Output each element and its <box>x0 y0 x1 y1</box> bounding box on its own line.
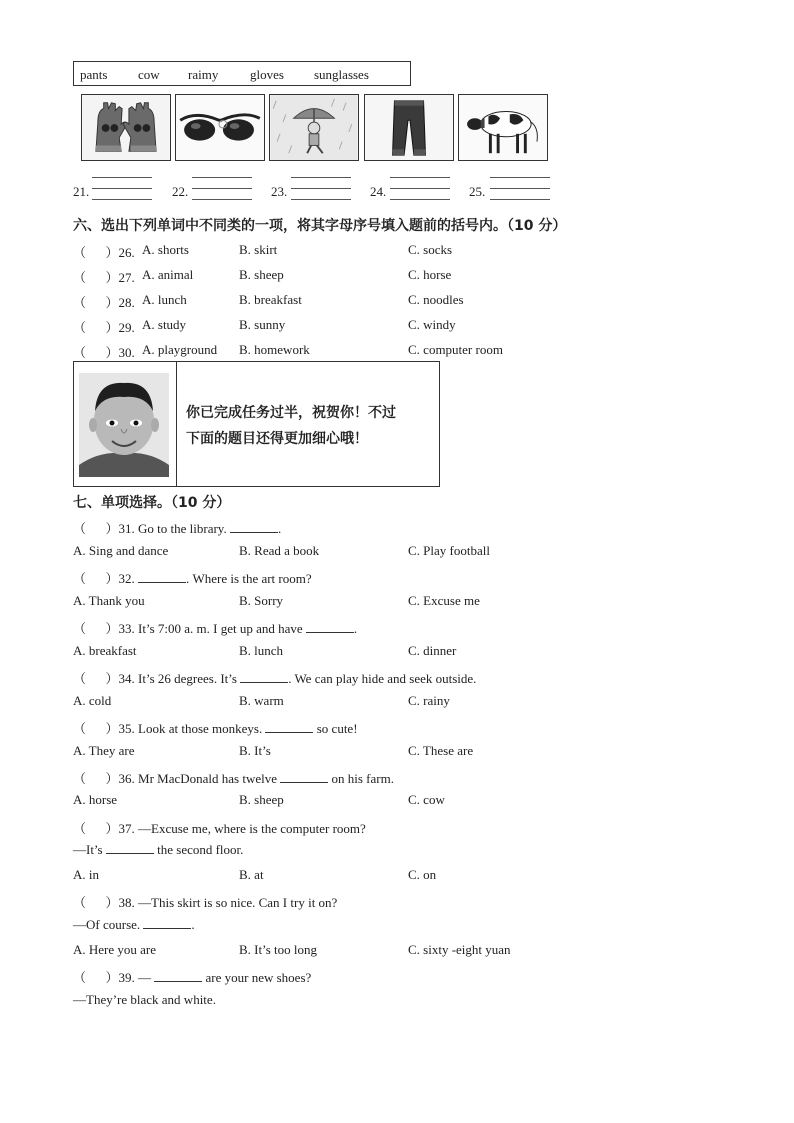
question-stem: （ ）32. . Where is the art room? <box>73 571 312 586</box>
question-row: （ ）28. A. lunch B. breakfast C. noodles <box>73 292 464 310</box>
options-row: A. They are B. It’s C. These are <box>73 743 474 758</box>
gloves-icon <box>81 94 171 161</box>
question-row: （ ）29. A. study B. sunny C. windy <box>73 317 456 335</box>
options-row: A. Here you are B. It’s too long C. sixty -eight yuan <box>73 942 511 957</box>
answer-number: 21. <box>73 184 90 199</box>
question-stem: （ ）36. Mr MacDonald has twelve on his farm. <box>73 771 394 786</box>
section-6-heading: 六、选出下列单词中不同类的一项，将其字母序号填入题前的括号内。（10 分） <box>73 218 567 234</box>
answer-number: 22. <box>172 184 189 199</box>
question-stem: （ ）34. It’s 26 degrees. It’s . We can play hide and seek outside. <box>73 671 477 686</box>
question-stem: （ ）38. —This skirt is so nice. Can I try it on? <box>73 895 338 910</box>
reply-line: —Of course. . <box>73 917 195 932</box>
word-bank-item: raimy <box>188 67 219 82</box>
question-row: （ ）26. A. shorts B. skirt C. socks <box>73 242 453 260</box>
answer-blank <box>265 721 313 733</box>
word-bank-box <box>73 61 411 86</box>
answer-blank <box>230 521 278 533</box>
reply-line: —They’re black and white. <box>73 992 216 1007</box>
rainy-child-umbrella-icon <box>269 94 359 161</box>
pants-icon <box>364 94 454 161</box>
options-row: A. in B. at C. on <box>73 867 437 882</box>
answer-blank <box>138 571 186 583</box>
cow-icon <box>458 94 548 161</box>
options-row: A. breakfast B. lunch C. dinner <box>73 643 457 658</box>
encouragement-text: 你已完成任务过半，祝贺你！不过 下面的题目还得更加细心哦！ <box>186 405 396 447</box>
options-row: A. Thank you B. Sorry C. Excuse me <box>73 593 480 608</box>
options-row: A. horse B. sheep C. cow <box>73 792 445 807</box>
question-row: （ ）27. A. animal B. sheep C. horse <box>73 267 452 285</box>
word-bank-item: pants <box>80 67 108 82</box>
encouragement-divider <box>176 361 177 487</box>
answer-number: 24. <box>370 184 387 199</box>
answer-blank <box>306 621 354 633</box>
sunglasses-icon <box>175 94 265 161</box>
answer-number: 23. <box>271 184 288 199</box>
question-stem: （ ）33. It’s 7:00 a. m. I get up and have . <box>73 621 358 636</box>
answer-blank <box>240 671 288 683</box>
word-bank-item: gloves <box>250 67 284 82</box>
answer-blank <box>154 970 202 982</box>
question-stem: （ ）39. — are your new shoes? <box>73 970 312 985</box>
question-row: （ ）30. A. playground B. homework C. computer room <box>73 342 503 360</box>
options-row: A. Sing and dance B. Read a book C. Play football <box>73 543 490 558</box>
child-photo <box>79 373 169 477</box>
answer-blank <box>106 842 154 854</box>
answer-blank <box>143 917 191 929</box>
question-stem: （ ）31. Go to the library. . <box>73 521 282 536</box>
word-bank-item: cow <box>138 67 160 82</box>
answer-number: 25. <box>469 184 486 199</box>
section-7-heading: 七、单项选择。（10 分） <box>73 495 231 511</box>
reply-line: —It’s the second floor. <box>73 842 244 857</box>
question-stem: （ ）37. —Excuse me, where is the computer room? <box>73 821 366 836</box>
options-row: A. cold B. warm C. rainy <box>73 693 450 708</box>
answer-blank <box>280 771 328 783</box>
question-stem: （ ）35. Look at those monkeys. so cute! <box>73 721 358 736</box>
word-bank-item: sunglasses <box>314 67 369 82</box>
